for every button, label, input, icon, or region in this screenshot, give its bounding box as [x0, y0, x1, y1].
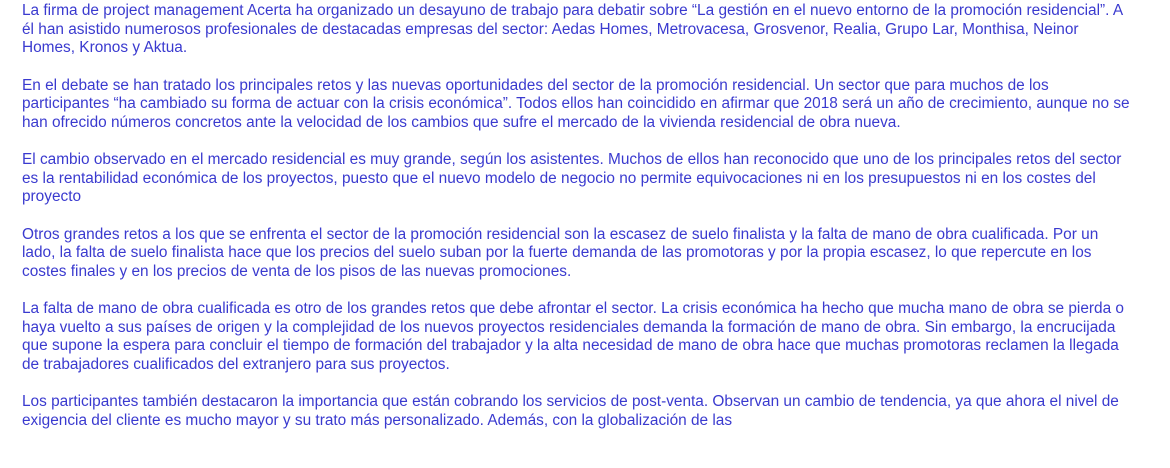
paragraph-labor-shortage: La falta de mano de obra cualificada es otro de los grandes retos que debe afrontar el sector. La crisis económica ha hecho que mucha mano de obra se pierda o haya vuelto a sus países de origen y la complejidad de los nuevos proyectos residenciales demanda la formación de mano de obra. Sin embargo, la encrucijada que supone la espera para concluir el tiempo de formación del trabajador y la alta necesidad de mano de obra hace que muchas promotoras reclamen la llegada de trabajadores cualificados del extranjero para sus proyectos.	[22, 300, 1124, 373]
paragraph-debate: En el debate se han tratado los principales retos y las nuevas oportunidades del sector de la promoción residencial. Un sector que para muchos de los participantes “ha cambiado su forma de actuar con la crisis económica”. Todos ellos han coincidido en afirmar que 2018 será un año de crecimiento, aunque no se han ofrecido números concretos ante la velocidad de los cambios que sufre el mercado de la vivienda residencial de obra nueva.	[22, 76, 1130, 131]
paragraph-intro: La firma de project management Acerta ha organizado un desayuno de trabajo para debatir sobre “La gestión en el nuevo entorno de la promoción residencial”. A él han asistido numerosos profesionales de destacadas empresas del sector: Aedas Homes, Metrovacesa, Grosvenor, Realia, Grupo Lar, Monthisa, Neinor Homes, Kronos y Aktua.	[22, 2, 1123, 56]
paragraph-market-change: El cambio observado en el mercado residencial es muy grande, según los asistentes. Muchos de ellos han reconocido que uno de los principales retos del sector es la rentabilidad económica de los proyectos, puesto que el nuevo modelo de negocio no permite equivocaciones ni en los presupuestos ni en los costes del proyecto	[22, 151, 1122, 205]
paragraph-post-sale: Los participantes también destacaron la importancia que están cobrando los servicios de post-venta. Observan un cambio de tendencia, ya que ahora el nivel de exigencia del cliente es mucho mayor y su trato más personalizado. Además, con la globalización de las	[22, 393, 1119, 429]
paragraph-challenges: Otros grandes retos a los que se enfrenta el sector de la promoción residencial son la escasez de suelo finalista y la falta de mano de obra cualificada. Por un lado, la falta de suelo finalista hace que los precios del suelo suban por la fuerte demanda de las promotoras y por la propia escasez, lo que repercute en los costes finales y en los precios de venta de los pisos de las nuevas promociones.	[22, 225, 1099, 280]
article-body	[22, 2, 1132, 430]
